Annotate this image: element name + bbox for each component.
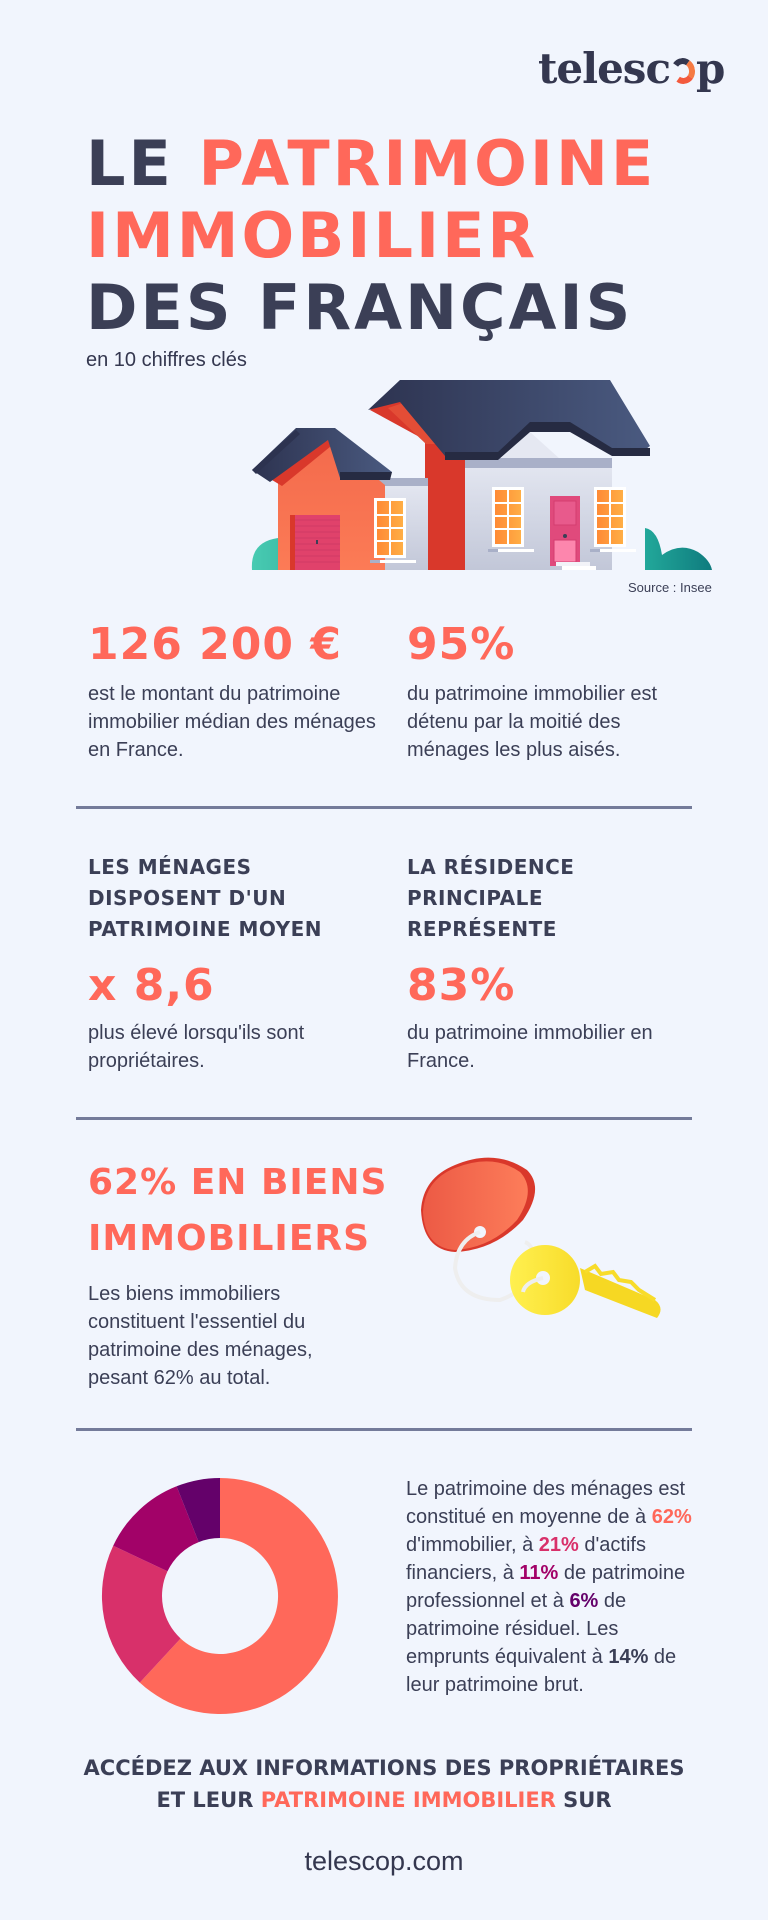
cta-text: SUR [555,1788,612,1812]
composition-text-part: d'immobilier, à [406,1534,539,1556]
stat-top-half-text: du patrimoine immobilier est détenu par la moitié des ménages les plus aisés. [407,683,658,761]
stat-residence-heading: LA RÉSIDENCE PRINCIPALE REPRÉSENTE [407,855,575,941]
source-label: Source : Insee [628,580,712,595]
composition-text-part: d'actifs financiers, à [406,1534,646,1584]
composition-text [406,1475,696,1699]
stat-owners-value: x 8,6 [88,960,215,1011]
value-emprunts: 14% [608,1646,649,1668]
stat-median-text: est le montant du patrimoine immobilier médian des ménages en France. [88,683,376,761]
stat-residence-value: 83% [407,960,516,1011]
real-estate-text: Les biens immobiliers constituent l'essentiel du patrimoine des ménages, pesant 62% au total. [88,1283,313,1389]
composition-text-part: de patrimoine résiduel. Les emprunts équivalent à [406,1590,627,1668]
cta-line1: ACCÉDEZ AUX INFORMATIONS DES PROPRIÉTAIRES [83,1756,685,1780]
title-des-francais: DES FRANÇAIS [86,271,634,344]
logo-o-icon [669,56,697,86]
divider [76,1117,692,1120]
stat-top-half-value: 95% [407,619,516,670]
real-estate-heading [88,1155,387,1267]
logo-text-end: p [696,44,725,93]
stat-owners-text: plus élevé lorsqu'ils sont propriétaires. [88,1022,305,1072]
stat-residence-text: du patrimoine immobilier en France. [407,1022,653,1072]
composition-text-part: de leur patrimoine brut. [406,1646,677,1696]
value-patrimoine-residuel: 6% [569,1590,599,1612]
composition-donut-chart [100,1476,340,1716]
value-patrimoine-professionnel: 11% [519,1562,559,1584]
divider [76,806,692,809]
house-illustration [240,370,720,575]
divider [76,1428,692,1431]
composition-text-part: Le patrimoine des ménages est constitué en moyenne de à [406,1478,686,1528]
cta-text: ET LEUR [156,1788,261,1812]
real-estate-heading-line1: 62% EN BIENS [88,1162,388,1203]
cta-heading [0,1752,768,1816]
real-estate-heading-line2: IMMOBILIERS [88,1218,371,1259]
logo-text: telesc [538,44,671,93]
title-immobilier: IMMOBILIER [86,199,539,272]
cta-accent: PATRIMOINE IMMOBILIER [260,1788,556,1812]
stat-median-value: 126 200 € [88,619,342,670]
title-le: LE [86,127,199,200]
website-link[interactable]: telescop.com [304,1846,464,1876]
page-title [86,128,656,344]
value-actifs-financiers: 21% [538,1534,579,1556]
keys-illustration [415,1150,665,1340]
telescop-logo [538,44,725,93]
composition-text-part: de patrimoine professionnel et à [406,1562,686,1612]
cta-line2 [0,1784,768,1816]
stat-owners-heading: LES MÉNAGES DISPOSENT D'UN PATRIMOINE MOYEN [88,855,323,941]
subtitle: en 10 chiffres clés [86,349,247,371]
title-patrimoine: PATRIMOINE [198,127,657,200]
value-immobilier: 62% [651,1506,692,1528]
